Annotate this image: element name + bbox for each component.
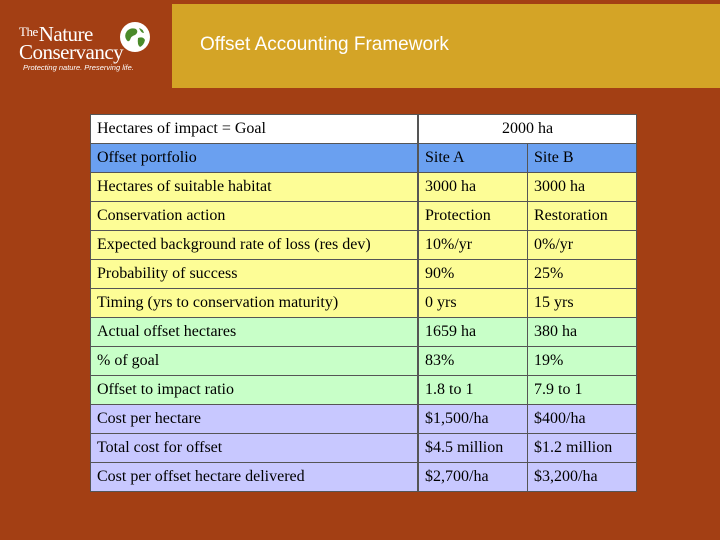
site-a-cell: 83% bbox=[419, 347, 528, 376]
site-b-cell: $3,200/ha bbox=[528, 463, 637, 492]
site-a-cell: 1659 ha bbox=[419, 318, 528, 347]
table-row bbox=[91, 231, 637, 260]
table-row bbox=[91, 202, 637, 231]
site-b-cell: Restoration bbox=[528, 202, 637, 231]
header bbox=[0, 0, 720, 88]
table-row bbox=[91, 347, 637, 376]
logo-tagline: Protecting nature. Preserving life. bbox=[23, 63, 134, 72]
logo-nature: Nature bbox=[38, 22, 93, 46]
row-label: Total cost for offset bbox=[91, 434, 418, 463]
row-label: Conservation action bbox=[91, 202, 418, 231]
site-b-cell: 15 yrs bbox=[528, 289, 637, 318]
row-label: Probability of success bbox=[91, 260, 418, 289]
goal-label: Hectares of impact = Goal bbox=[91, 115, 418, 144]
site-a-cell: 1.8 to 1 bbox=[419, 376, 528, 405]
site-b-cell: 0%/yr bbox=[528, 231, 637, 260]
table-row bbox=[91, 260, 637, 289]
site-a-cell: 10%/yr bbox=[419, 231, 528, 260]
row-label: Hectares of suitable habitat bbox=[91, 173, 418, 202]
row-label: Offset to impact ratio bbox=[91, 376, 418, 405]
site-a-cell: $4.5 million bbox=[419, 434, 528, 463]
goal-row bbox=[91, 115, 637, 144]
title-bar bbox=[172, 4, 720, 88]
page-title: Offset Accounting Framework bbox=[200, 34, 449, 55]
site-a-cell: 0 yrs bbox=[419, 289, 528, 318]
site-b-cell: 380 ha bbox=[528, 318, 637, 347]
site-a-cell: Protection bbox=[419, 202, 528, 231]
globe-icon bbox=[119, 21, 151, 53]
row-label: Expected background rate of loss (res dev) bbox=[91, 231, 418, 260]
site-a-cell: 90% bbox=[419, 260, 528, 289]
row-label: Timing (yrs to conservation maturity) bbox=[91, 289, 418, 318]
site-a-cell: Site A bbox=[419, 144, 528, 173]
row-label: Offset portfolio bbox=[91, 144, 418, 173]
site-a-cell: $2,700/ha bbox=[419, 463, 528, 492]
site-b-cell: $1.2 million bbox=[528, 434, 637, 463]
site-b-cell: Site B bbox=[528, 144, 637, 173]
table-row bbox=[91, 405, 637, 434]
row-label: Cost per hectare bbox=[91, 405, 418, 434]
table-row bbox=[91, 144, 637, 173]
table-row bbox=[91, 434, 637, 463]
row-label: Cost per offset hectare delivered bbox=[91, 463, 418, 492]
site-b-cell: 25% bbox=[528, 260, 637, 289]
table-row bbox=[91, 289, 637, 318]
table-row bbox=[91, 463, 637, 492]
logo-the: The bbox=[19, 24, 38, 39]
site-a-cell: $1,500/ha bbox=[419, 405, 528, 434]
site-b-cell: 7.9 to 1 bbox=[528, 376, 637, 405]
row-label: % of goal bbox=[91, 347, 418, 376]
site-b-cell: 3000 ha bbox=[528, 173, 637, 202]
table-row bbox=[91, 318, 637, 347]
logo-conservancy: Conservancy bbox=[19, 40, 124, 64]
table-row bbox=[91, 376, 637, 405]
goal-value: 2000 ha bbox=[419, 115, 637, 144]
table-row bbox=[91, 173, 637, 202]
logo bbox=[5, 4, 169, 88]
site-a-cell: 3000 ha bbox=[419, 173, 528, 202]
offset-table bbox=[90, 114, 637, 492]
site-b-cell: 19% bbox=[528, 347, 637, 376]
row-label: Actual offset hectares bbox=[91, 318, 418, 347]
site-b-cell: $400/ha bbox=[528, 405, 637, 434]
